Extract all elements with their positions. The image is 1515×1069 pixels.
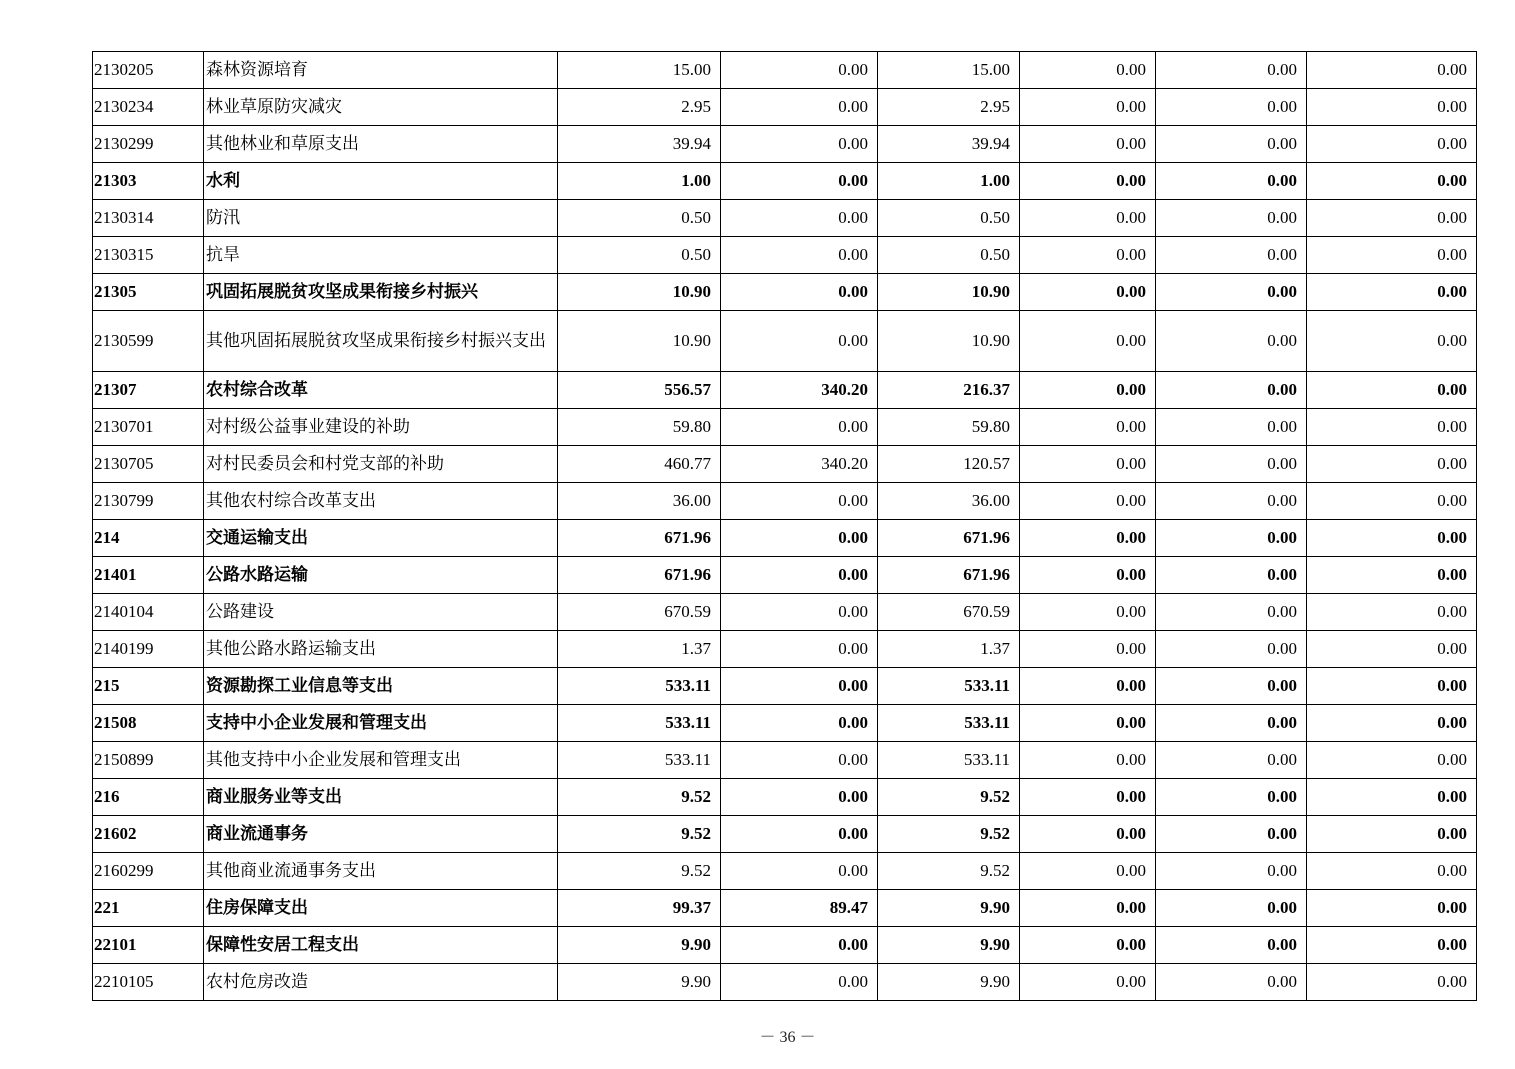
cell-value-2: 0.00 [721,705,878,742]
table-row [93,446,1477,483]
table-row [93,557,1477,594]
table-row [93,237,1477,274]
cell-value-4: 0.00 [1020,311,1156,372]
cell-subject-name: 农村综合改革 [204,372,558,409]
cell-subject-name: 巩固拓展脱贫攻坚成果衔接乡村振兴 [204,274,558,311]
cell-value-2: 0.00 [721,483,878,520]
cell-value-3: 9.90 [878,927,1020,964]
cell-value-5: 0.00 [1156,668,1307,705]
cell-value-4: 0.00 [1020,89,1156,126]
cell-value-3: 9.52 [878,853,1020,890]
cell-code: 21602 [93,816,204,853]
cell-value-5: 0.00 [1156,311,1307,372]
cell-value-1: 9.90 [558,927,721,964]
cell-subject-name: 对村民委员会和村党支部的补助 [204,446,558,483]
cell-value-3: 671.96 [878,520,1020,557]
cell-value-3: 39.94 [878,126,1020,163]
cell-value-4: 0.00 [1020,409,1156,446]
cell-code: 2130315 [93,237,204,274]
table-row [93,927,1477,964]
cell-value-2: 0.00 [721,52,878,89]
cell-value-2: 340.20 [721,446,878,483]
cell-subject-name: 林业草原防灾减灾 [204,89,558,126]
table-row [93,311,1477,372]
cell-subject-name: 支持中小企业发展和管理支出 [204,705,558,742]
cell-value-3: 36.00 [878,483,1020,520]
cell-value-1: 0.50 [558,237,721,274]
table-row [93,274,1477,311]
table-row [93,816,1477,853]
cell-value-5: 0.00 [1156,927,1307,964]
cell-code: 2140199 [93,631,204,668]
cell-value-6: 0.00 [1307,237,1477,274]
cell-value-1: 533.11 [558,705,721,742]
cell-code: 2130799 [93,483,204,520]
cell-subject-name: 保障性安居工程支出 [204,927,558,964]
cell-value-2: 0.00 [721,816,878,853]
cell-value-5: 0.00 [1156,52,1307,89]
cell-value-3: 2.95 [878,89,1020,126]
table-row [93,409,1477,446]
cell-value-1: 9.52 [558,779,721,816]
table-row [93,964,1477,1001]
cell-subject-name: 商业流通事务 [204,816,558,853]
cell-value-5: 0.00 [1156,163,1307,200]
cell-value-2: 0.00 [721,126,878,163]
cell-value-5: 0.00 [1156,126,1307,163]
cell-code: 2130701 [93,409,204,446]
table-row [93,779,1477,816]
cell-subject-name: 商业服务业等支出 [204,779,558,816]
cell-value-1: 1.00 [558,163,721,200]
cell-value-5: 0.00 [1156,274,1307,311]
cell-value-3: 0.50 [878,200,1020,237]
cell-subject-name: 公路水路运输 [204,557,558,594]
cell-value-5: 0.00 [1156,89,1307,126]
cell-value-6: 0.00 [1307,89,1477,126]
cell-value-4: 0.00 [1020,372,1156,409]
table-row [93,594,1477,631]
cell-value-3: 533.11 [878,705,1020,742]
cell-value-5: 0.00 [1156,483,1307,520]
table-row [93,668,1477,705]
cell-value-1: 671.96 [558,557,721,594]
cell-code: 2130314 [93,200,204,237]
cell-value-6: 0.00 [1307,274,1477,311]
cell-subject-name: 水利 [204,163,558,200]
cell-value-3: 670.59 [878,594,1020,631]
cell-code: 2130205 [93,52,204,89]
cell-value-1: 15.00 [558,52,721,89]
cell-value-1: 460.77 [558,446,721,483]
cell-value-2: 0.00 [721,409,878,446]
cell-subject-name: 其他农村综合改革支出 [204,483,558,520]
cell-subject-name: 住房保障支出 [204,890,558,927]
cell-code: 2130299 [93,126,204,163]
cell-value-4: 0.00 [1020,816,1156,853]
cell-value-5: 0.00 [1156,237,1307,274]
cell-value-1: 99.37 [558,890,721,927]
cell-value-3: 533.11 [878,668,1020,705]
cell-value-6: 0.00 [1307,126,1477,163]
cell-value-3: 9.52 [878,816,1020,853]
cell-value-6: 0.00 [1307,742,1477,779]
cell-value-4: 0.00 [1020,557,1156,594]
cell-value-3: 1.00 [878,163,1020,200]
cell-value-4: 0.00 [1020,890,1156,927]
cell-value-6: 0.00 [1307,668,1477,705]
cell-value-6: 0.00 [1307,890,1477,927]
cell-value-6: 0.00 [1307,557,1477,594]
cell-value-4: 0.00 [1020,964,1156,1001]
cell-value-5: 0.00 [1156,816,1307,853]
cell-value-4: 0.00 [1020,237,1156,274]
cell-value-4: 0.00 [1020,779,1156,816]
cell-value-2: 0.00 [721,557,878,594]
cell-value-4: 0.00 [1020,668,1156,705]
cell-value-1: 36.00 [558,483,721,520]
cell-value-3: 9.90 [878,964,1020,1001]
cell-code: 2160299 [93,853,204,890]
cell-subject-name: 对村级公益事业建设的补助 [204,409,558,446]
cell-value-6: 0.00 [1307,52,1477,89]
cell-value-3: 671.96 [878,557,1020,594]
cell-value-2: 89.47 [721,890,878,927]
cell-value-3: 9.52 [878,779,1020,816]
cell-code: 21307 [93,372,204,409]
cell-value-1: 556.57 [558,372,721,409]
cell-value-5: 0.00 [1156,890,1307,927]
cell-value-2: 0.00 [721,163,878,200]
cell-value-2: 0.00 [721,594,878,631]
table-row [93,742,1477,779]
cell-value-4: 0.00 [1020,52,1156,89]
cell-code: 214 [93,520,204,557]
cell-code: 221 [93,890,204,927]
cell-value-2: 0.00 [721,200,878,237]
cell-code: 215 [93,668,204,705]
cell-value-3: 533.11 [878,742,1020,779]
cell-value-1: 533.11 [558,668,721,705]
cell-value-2: 0.00 [721,89,878,126]
cell-value-1: 9.52 [558,816,721,853]
cell-value-4: 0.00 [1020,631,1156,668]
cell-value-2: 340.20 [721,372,878,409]
cell-value-1: 533.11 [558,742,721,779]
cell-value-5: 0.00 [1156,409,1307,446]
cell-subject-name: 农村危房改造 [204,964,558,1001]
cell-value-5: 0.00 [1156,200,1307,237]
cell-value-6: 0.00 [1307,594,1477,631]
cell-value-4: 0.00 [1020,126,1156,163]
cell-value-6: 0.00 [1307,409,1477,446]
cell-value-4: 0.00 [1020,927,1156,964]
cell-subject-name: 抗旱 [204,237,558,274]
table-body [93,52,1477,1001]
cell-subject-name: 其他支持中小企业发展和管理支出 [204,742,558,779]
cell-value-4: 0.00 [1020,163,1156,200]
page-number: － 36 － [759,1029,816,1046]
cell-subject-name: 其他公路水路运输支出 [204,631,558,668]
cell-value-2: 0.00 [721,779,878,816]
table-row [93,126,1477,163]
cell-value-2: 0.00 [721,631,878,668]
cell-value-6: 0.00 [1307,311,1477,372]
cell-value-4: 0.00 [1020,200,1156,237]
cell-value-4: 0.00 [1020,483,1156,520]
cell-value-3: 59.80 [878,409,1020,446]
cell-value-4: 0.00 [1020,705,1156,742]
cell-value-6: 0.00 [1307,200,1477,237]
cell-value-2: 0.00 [721,927,878,964]
cell-value-1: 9.90 [558,964,721,1001]
cell-value-1: 2.95 [558,89,721,126]
cell-value-1: 0.50 [558,200,721,237]
table-row [93,372,1477,409]
cell-value-5: 0.00 [1156,372,1307,409]
cell-value-2: 0.00 [721,964,878,1001]
cell-subject-name: 交通运输支出 [204,520,558,557]
cell-value-6: 0.00 [1307,372,1477,409]
table-row [93,890,1477,927]
cell-code: 2130705 [93,446,204,483]
cell-code: 21305 [93,274,204,311]
table-row [93,52,1477,89]
cell-code: 2140104 [93,594,204,631]
cell-value-3: 15.00 [878,52,1020,89]
cell-value-3: 1.37 [878,631,1020,668]
cell-value-6: 0.00 [1307,163,1477,200]
cell-value-6: 0.00 [1307,705,1477,742]
cell-subject-name: 其他林业和草原支出 [204,126,558,163]
table-row [93,163,1477,200]
cell-code: 21303 [93,163,204,200]
cell-value-4: 0.00 [1020,446,1156,483]
cell-value-3: 10.90 [878,274,1020,311]
cell-value-1: 10.90 [558,311,721,372]
cell-value-1: 1.37 [558,631,721,668]
cell-value-3: 120.57 [878,446,1020,483]
cell-value-5: 0.00 [1156,594,1307,631]
table-row [93,483,1477,520]
cell-value-1: 39.94 [558,126,721,163]
cell-value-5: 0.00 [1156,779,1307,816]
cell-value-6: 0.00 [1307,779,1477,816]
cell-value-1: 10.90 [558,274,721,311]
cell-value-4: 0.00 [1020,274,1156,311]
cell-value-5: 0.00 [1156,446,1307,483]
cell-value-5: 0.00 [1156,853,1307,890]
table-row [93,631,1477,668]
cell-value-2: 0.00 [721,520,878,557]
cell-value-1: 671.96 [558,520,721,557]
cell-value-4: 0.00 [1020,520,1156,557]
cell-value-5: 0.00 [1156,742,1307,779]
cell-subject-name: 其他商业流通事务支出 [204,853,558,890]
cell-value-2: 0.00 [721,237,878,274]
cell-subject-name: 防汛 [204,200,558,237]
cell-code: 2150899 [93,742,204,779]
cell-value-1: 670.59 [558,594,721,631]
cell-code: 21401 [93,557,204,594]
cell-value-4: 0.00 [1020,742,1156,779]
cell-value-4: 0.00 [1020,853,1156,890]
cell-value-3: 216.37 [878,372,1020,409]
cell-value-6: 0.00 [1307,853,1477,890]
cell-value-6: 0.00 [1307,927,1477,964]
cell-value-5: 0.00 [1156,631,1307,668]
budget-table [92,51,1477,1001]
cell-value-2: 0.00 [721,668,878,705]
cell-code: 21508 [93,705,204,742]
cell-value-2: 0.00 [721,274,878,311]
cell-value-1: 9.52 [558,853,721,890]
cell-value-5: 0.00 [1156,705,1307,742]
cell-value-2: 0.00 [721,853,878,890]
cell-code: 216 [93,779,204,816]
cell-value-5: 0.00 [1156,964,1307,1001]
cell-code: 2130599 [93,311,204,372]
table-row [93,89,1477,126]
cell-value-5: 0.00 [1156,557,1307,594]
cell-code: 2210105 [93,964,204,1001]
cell-value-1: 59.80 [558,409,721,446]
cell-value-4: 0.00 [1020,594,1156,631]
table-row [93,520,1477,557]
cell-value-5: 0.00 [1156,520,1307,557]
cell-value-6: 0.00 [1307,964,1477,1001]
table-row [93,200,1477,237]
cell-value-2: 0.00 [721,742,878,779]
cell-value-6: 0.00 [1307,631,1477,668]
cell-value-3: 0.50 [878,237,1020,274]
cell-value-3: 10.90 [878,311,1020,372]
table-row [93,853,1477,890]
cell-subject-name: 森林资源培育 [204,52,558,89]
cell-subject-name: 公路建设 [204,594,558,631]
cell-subject-name: 其他巩固拓展脱贫攻坚成果衔接乡村振兴支出 [204,311,558,372]
cell-value-6: 0.00 [1307,483,1477,520]
table-row [93,705,1477,742]
cell-value-6: 0.00 [1307,446,1477,483]
cell-code: 22101 [93,927,204,964]
cell-value-2: 0.00 [721,311,878,372]
cell-subject-name: 资源勘探工业信息等支出 [204,668,558,705]
cell-value-6: 0.00 [1307,520,1477,557]
cell-value-3: 9.90 [878,890,1020,927]
cell-value-6: 0.00 [1307,816,1477,853]
cell-code: 2130234 [93,89,204,126]
